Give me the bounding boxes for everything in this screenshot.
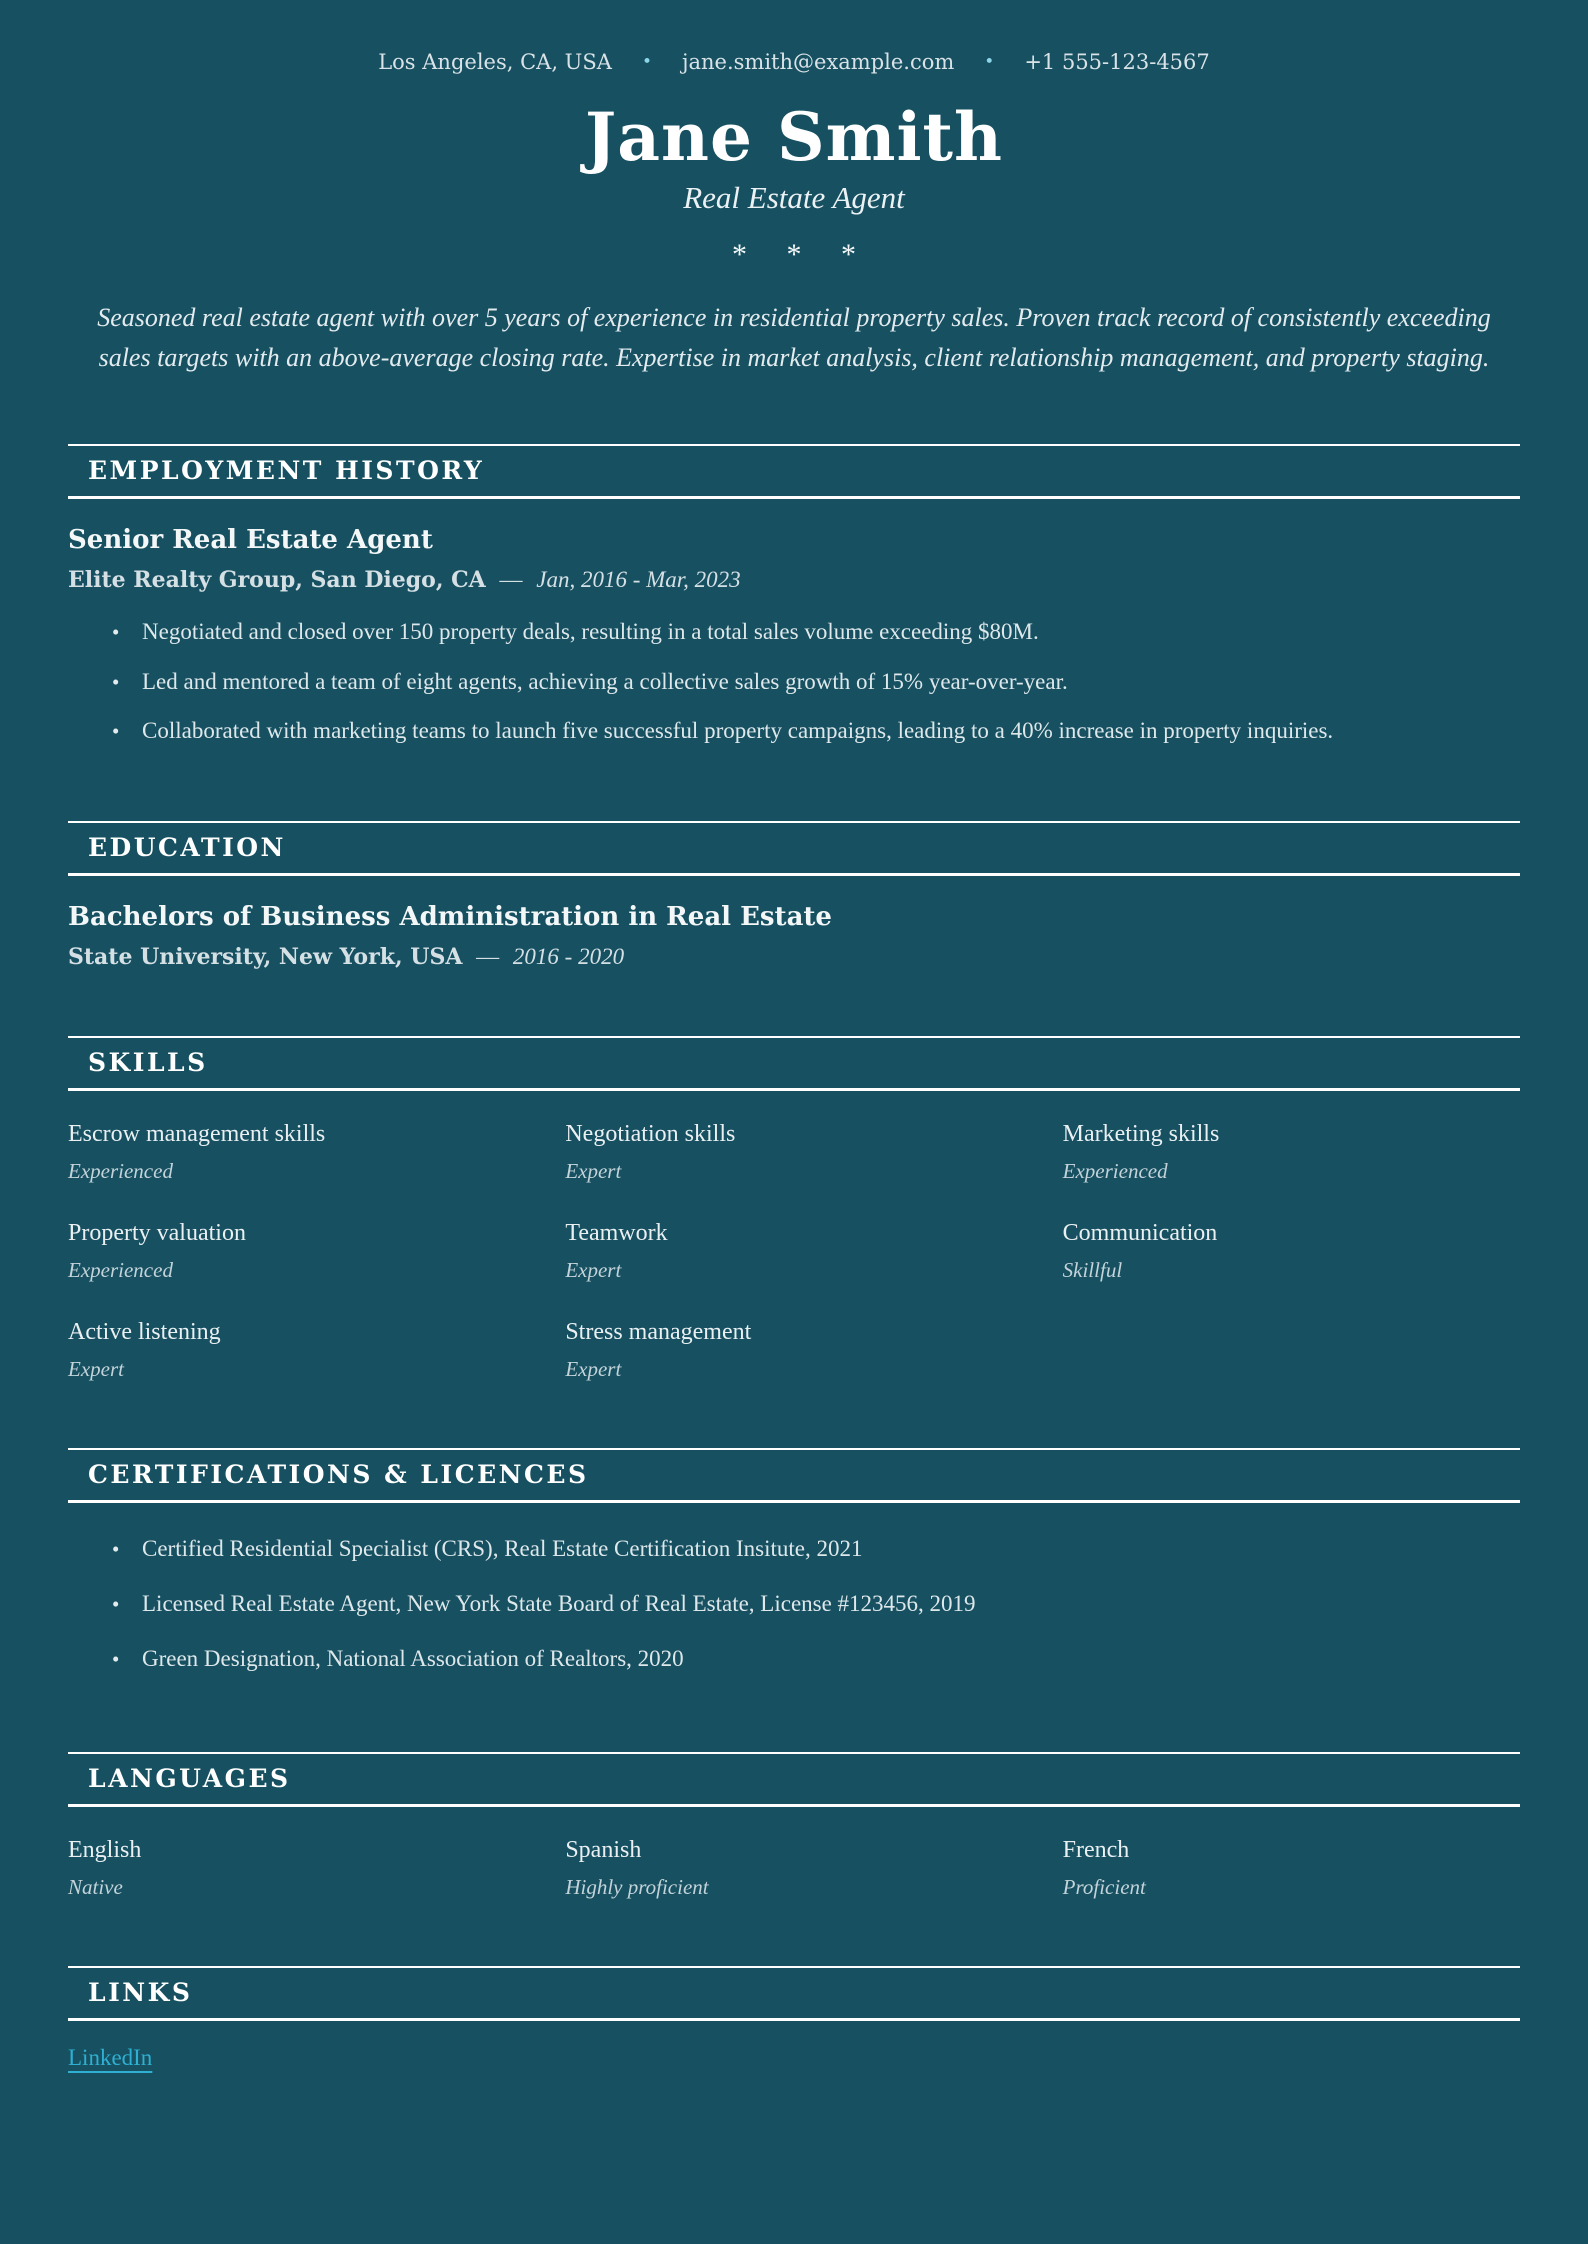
emdash-separator: — [476,943,500,969]
section-heading: EDUCATION [88,832,286,862]
skill-name: Teamwork [565,1219,668,1246]
certification-item [68,1576,1520,1631]
stars-divider: * * * [732,237,872,271]
links-row [68,2045,1520,2071]
certification-item [68,1521,1520,1576]
certification-text: Licensed Real Estate Agent, New York State Board of Real Estate, License #123456, 2019 [142,1590,976,1616]
school-line [68,944,1520,970]
emdash-separator: — [499,567,523,593]
language-level: Native [68,1874,123,1899]
section-skills [68,1036,1520,1382]
skill-item [68,1121,525,1184]
skill-name: Communication [1062,1219,1218,1246]
degree-title: Bachelors of Business Administration in Real Estate [68,901,832,932]
candidate-name: Jane Smith [585,98,1003,176]
contact-location: Los Angeles, CA, USA [378,50,612,74]
section-heading: LANGUAGES [88,1763,291,1793]
certifications-list [68,1521,1520,1686]
contact-phone: +1 555-123-4567 [1024,50,1210,74]
section-heading: LINKS [88,1977,193,2007]
job-bullet-text: Collaborated with marketing teams to launch five successful property campaigns, leading to a 40% increase in property inquiries. [142,717,1334,743]
language-item [565,1837,1022,1900]
skill-level: Expert [565,1257,622,1282]
candidate-title: Real Estate Agent [683,179,905,215]
skill-level: Skillful [1062,1257,1123,1282]
skill-level: Experienced [1062,1158,1168,1183]
section-certifications [68,1448,1520,1686]
skill-item [1063,1220,1520,1283]
job-employer: Elite Realty Group, San Diego, CA [68,567,486,594]
section-heading-bar [68,1752,1520,1807]
contact-row [68,0,1520,74]
skill-item [1063,1121,1520,1184]
section-heading-bar [68,821,1520,876]
section-education [68,821,1520,970]
job-employer-line [68,567,1520,593]
skill-item [68,1319,525,1382]
section-heading-bar [68,1448,1520,1503]
skill-level: Experienced [68,1158,173,1183]
section-employment-history [68,444,1520,754]
section-languages [68,1752,1520,1900]
separator-dot-icon: • [984,52,995,72]
job-dates: Jan, 2016 - Mar, 2023 [536,567,741,593]
section-links [68,1966,1520,2071]
section-heading-bar [68,444,1520,499]
job-entry [68,525,1520,754]
bullet-icon: • [112,1646,120,1671]
separator-dot-icon: • [641,52,652,72]
bullet-icon: • [112,718,120,743]
education-dates: 2016 - 2020 [512,943,625,969]
language-name: Spanish [565,1836,642,1863]
skill-item [68,1220,525,1283]
job-bullet-item [68,657,1520,706]
bullet-icon: • [112,1536,120,1561]
bullet-icon: • [112,620,120,645]
education-entry [68,902,1520,970]
section-heading-bar [68,1036,1520,1091]
certification-text: Green Designation, National Association of Realtors, 2020 [142,1645,684,1671]
skill-level: Expert [565,1158,622,1183]
section-heading: SKILLS [88,1047,208,1077]
job-bullet-list [68,607,1520,754]
section-heading: EMPLOYMENT HISTORY [88,456,485,486]
skill-level: Expert [565,1356,622,1381]
profile-summary: Seasoned real estate agent with over 5 years of experience in residential property sales. Proven track record of consistently exceeding sales targets with an above-average closing rate. Expertise in market analysis, client relationship management, and property staging. [97,302,1491,373]
school-name: State University, New York, USA [68,943,463,970]
language-level: Proficient [1062,1874,1146,1899]
language-name: French [1062,1836,1130,1863]
certification-text: Certified Residential Specialist (CRS), Real Estate Certification Insitute, 2021 [142,1535,863,1561]
contact-email: jane.smith@example.com [681,50,955,74]
skill-item [565,1319,1022,1382]
linkedin-link[interactable]: LinkedIn [68,2044,153,2070]
job-title: Senior Real Estate Agent [68,525,433,556]
job-bullet-text: Led and mentored a team of eight agents, achieving a collective sales growth of 15% year-over-year. [142,668,1068,694]
skill-name: Marketing skills [1062,1120,1220,1147]
certification-item [68,1631,1520,1686]
resume-content [68,0,1520,2071]
skill-name: Escrow management skills [68,1120,326,1147]
languages-grid [68,1837,1520,1900]
skill-level: Expert [68,1356,124,1381]
skill-item [565,1220,1022,1283]
skill-name: Stress management [565,1318,752,1345]
language-item [68,1837,525,1900]
job-bullet-item [68,706,1520,755]
section-heading: CERTIFICATIONS & LICENCES [88,1459,589,1489]
job-bullet-text: Negotiated and closed over 150 property deals, resulting in a total sales volume exceeding $80M. [142,619,1039,645]
job-bullet-item [68,607,1520,656]
section-heading-bar [68,1966,1520,2021]
skills-grid [68,1121,1520,1382]
skill-name: Property valuation [68,1219,246,1246]
language-name: English [68,1836,142,1863]
bullet-icon: • [112,669,120,694]
skill-name: Active listening [68,1318,221,1345]
language-level: Highly proficient [565,1874,709,1899]
bullet-icon: • [112,1591,120,1616]
skill-item [565,1121,1022,1184]
skill-name: Negotiation skills [565,1120,736,1147]
language-item [1063,1837,1520,1900]
skill-level: Experienced [68,1257,173,1282]
